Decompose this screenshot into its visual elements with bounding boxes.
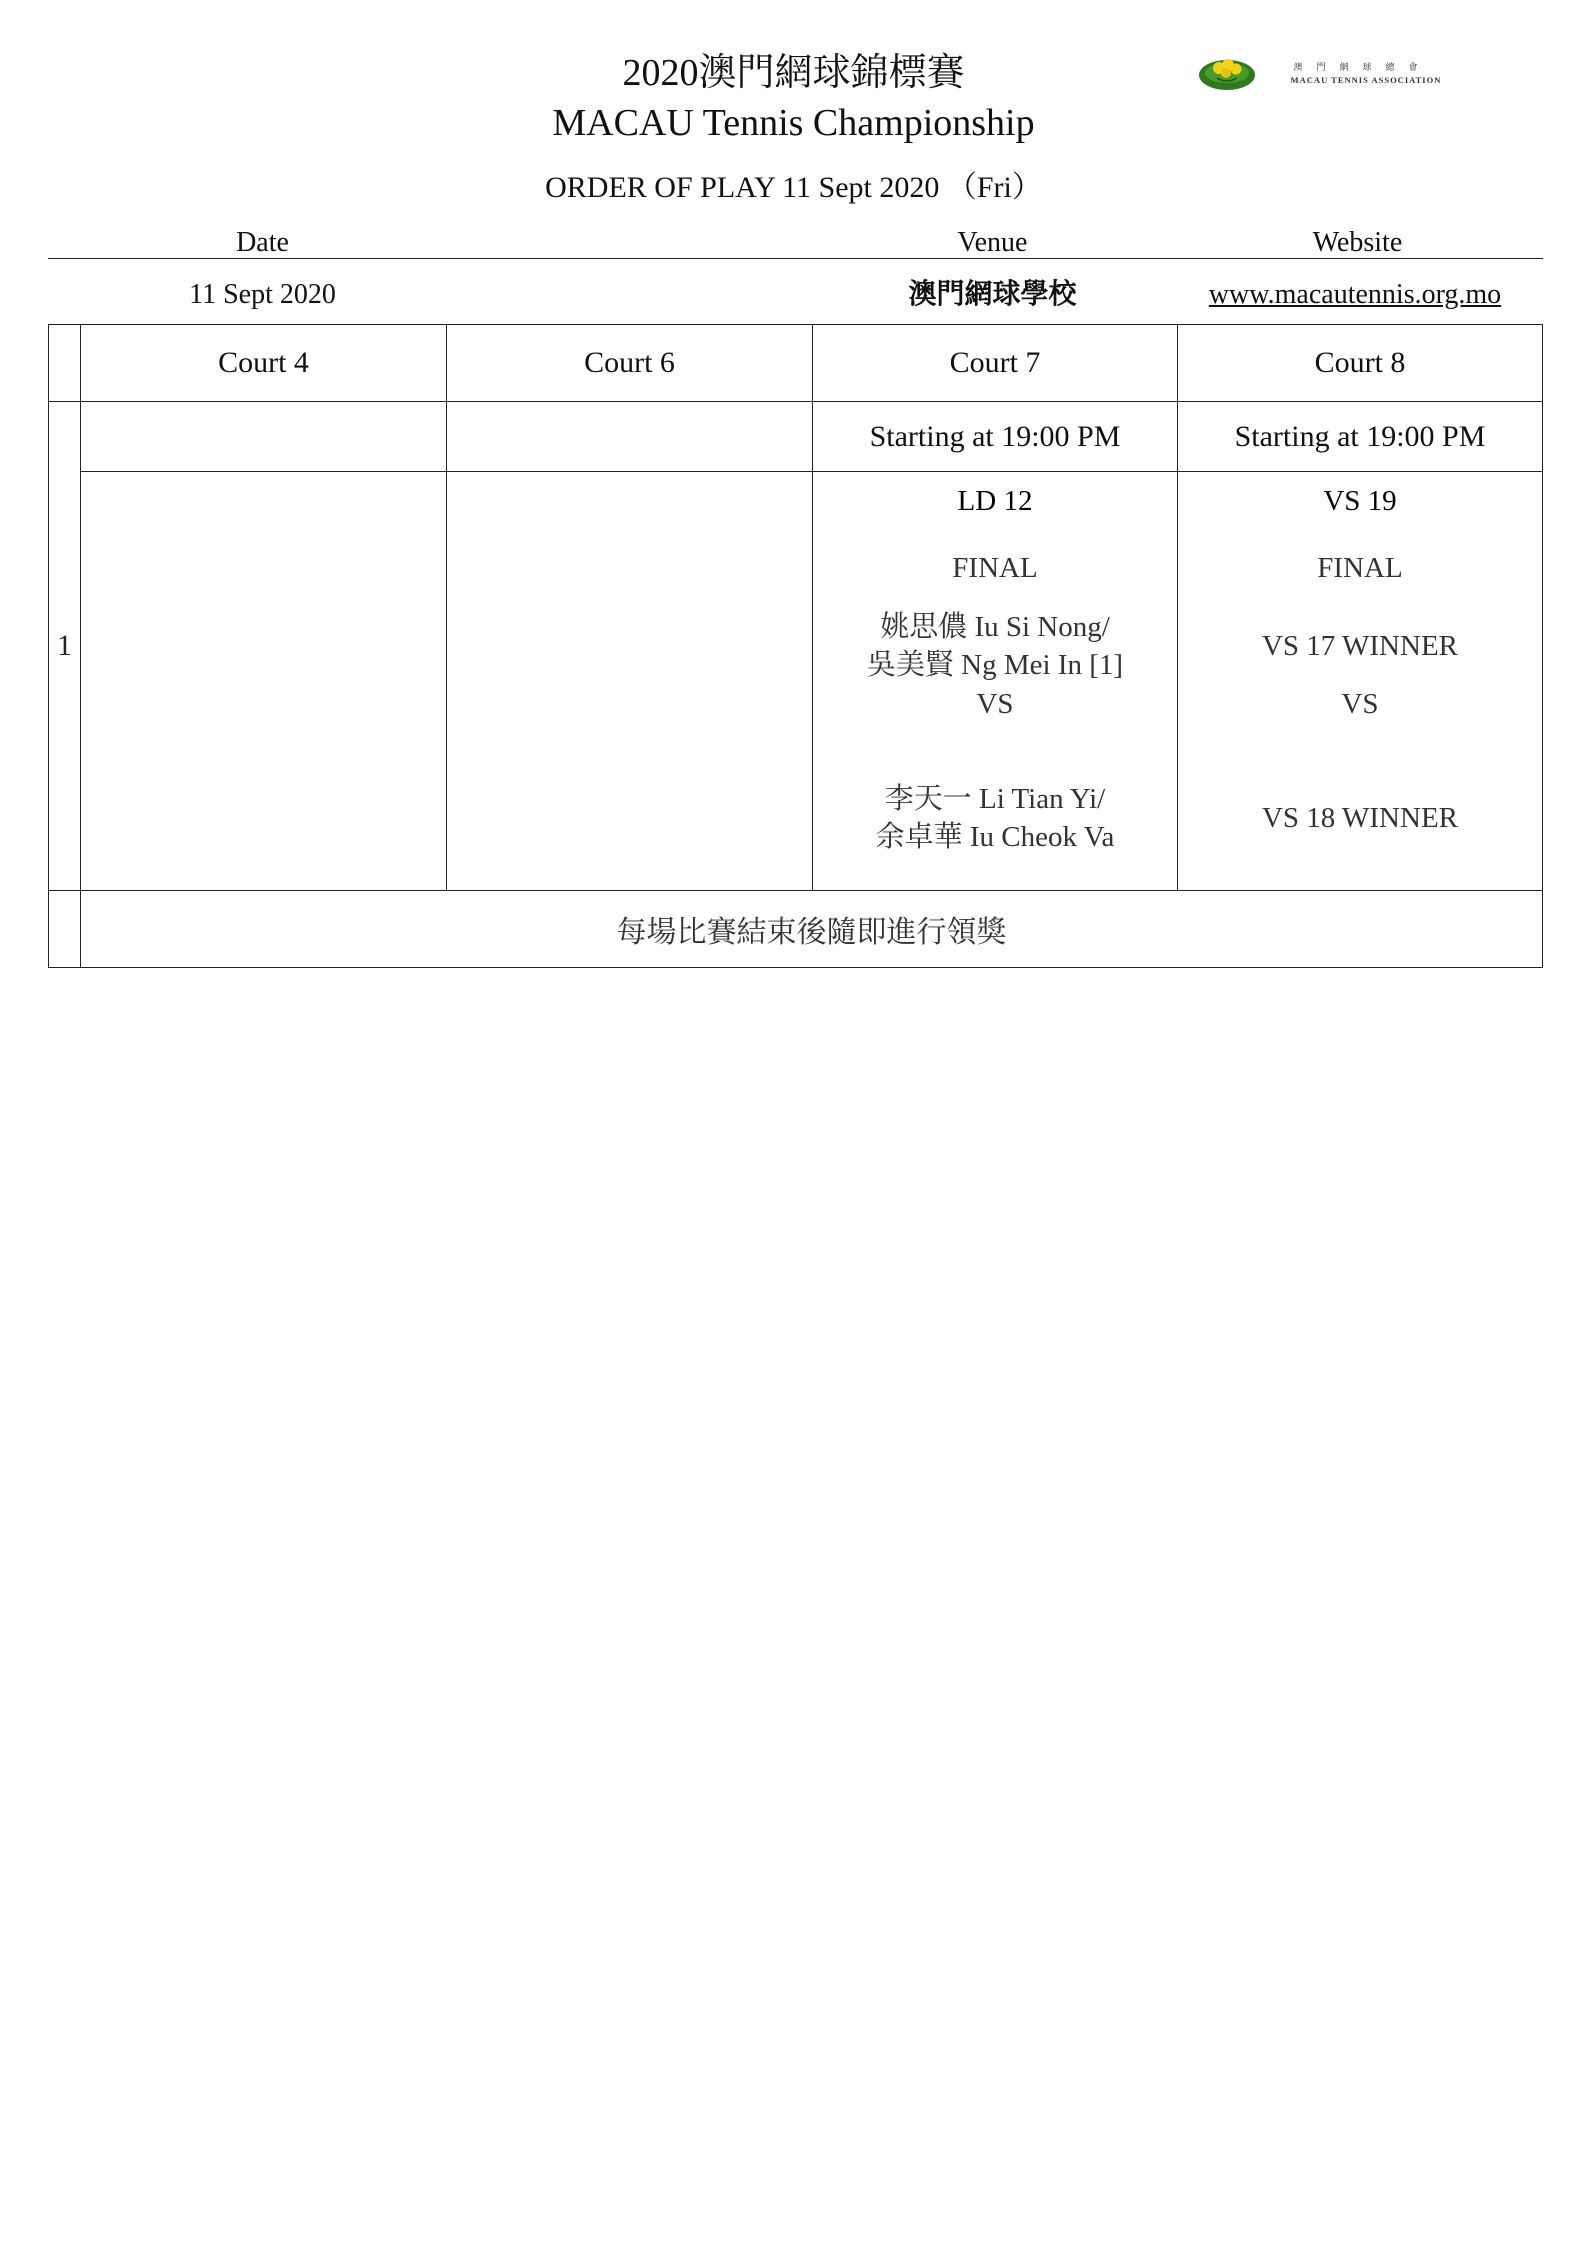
match-round: FINAL [1317, 552, 1403, 584]
footer-row [49, 891, 1543, 968]
website-link[interactable]: www.macautennis.org.mo [1208, 279, 1502, 310]
court-header: Court 8 [1178, 325, 1543, 402]
match-cell [1178, 472, 1543, 891]
empty-match-cell [447, 472, 813, 891]
team1-player2: 吳美賢 Ng Mei In [1] [866, 649, 1124, 681]
association-logo [1195, 52, 1455, 98]
match-code: LD 12 [957, 485, 1033, 517]
info-divider [48, 258, 1543, 259]
website-label: Website [1312, 227, 1403, 258]
court-header: Court 4 [81, 325, 447, 402]
tennis-ball-logo-icon [1195, 54, 1259, 94]
start-time-row [49, 402, 1543, 472]
team1-placeholder: VS 17 WINNER [1261, 630, 1459, 662]
empty-match-cell [81, 472, 447, 891]
team2-player2: 余卓華 Iu Cheok Va [875, 821, 1115, 853]
start-time-cell: Starting at 19:00 PM [813, 402, 1178, 472]
date-value: 11 Sept 2020 [189, 279, 336, 310]
match-row [49, 472, 1543, 891]
court-header: Court 7 [813, 325, 1178, 402]
title-chinese: 2020澳門網球錦標賽 [622, 52, 965, 94]
start-time-cell: Starting at 19:00 PM [1178, 402, 1543, 472]
team1-player1: 姚思儂 Iu Si Nong/ [880, 611, 1110, 643]
match-code: VS 19 [1323, 485, 1397, 517]
order-of-play-heading: ORDER OF PLAY 11 Sept 2020 （Fri） [545, 171, 1042, 204]
header-corner-cell [49, 325, 81, 402]
team2-placeholder: VS 18 WINNER [1261, 802, 1459, 834]
logo-english-text: MACAU TENNIS ASSOCIATION [1290, 75, 1442, 85]
footer-corner-cell [49, 891, 81, 968]
court-header: Court 6 [447, 325, 813, 402]
award-note: 每場比賽結束後隨即進行領獎 [81, 891, 1543, 968]
date-label: Date [236, 227, 289, 258]
venue-value: 澳門網球學校 [908, 279, 1077, 310]
match-cell [813, 472, 1178, 891]
order-of-play-table [48, 324, 1543, 968]
court-header-row [49, 325, 1543, 402]
versus-label: VS [1341, 688, 1379, 720]
team2-player1: 李天一 Li Tian Yi/ [884, 783, 1106, 815]
start-time-cell [81, 402, 447, 472]
logo-chinese-text: 澳門網球總會 [1293, 62, 1432, 72]
row-number: 1 [49, 402, 81, 891]
start-time-cell [447, 402, 813, 472]
title-english: MACAU Tennis Championship [552, 102, 1035, 144]
versus-label: VS [976, 688, 1014, 720]
match-round: FINAL [952, 552, 1038, 584]
venue-label: Venue [957, 227, 1028, 258]
